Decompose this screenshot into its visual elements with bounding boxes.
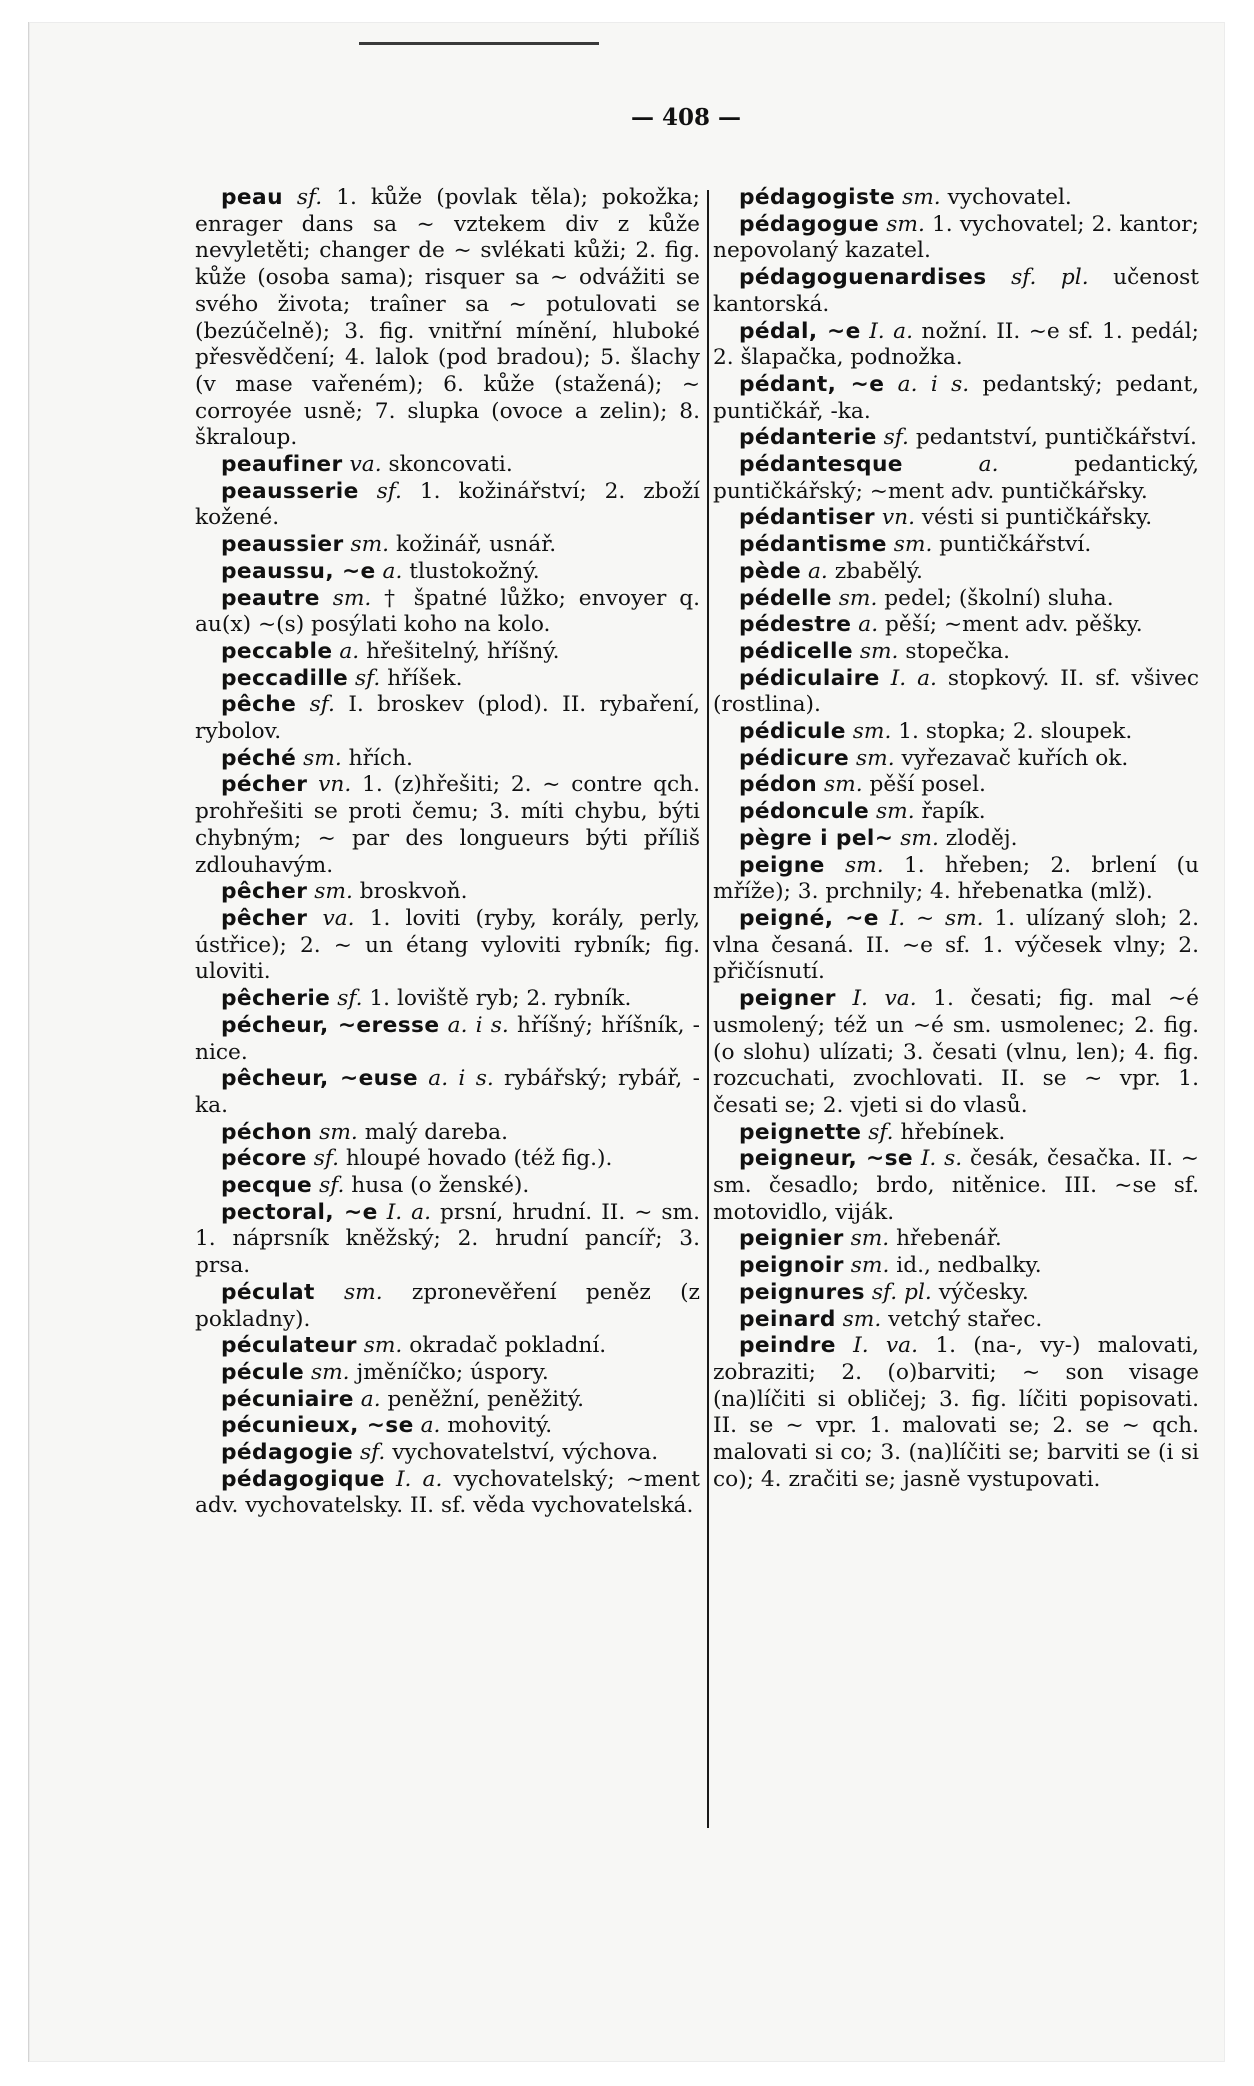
- dictionary-entry: [195, 532, 700, 559]
- entry-grammar: sf.: [309, 692, 335, 718]
- entry-headword: peigné, ~e: [739, 905, 879, 931]
- entry-grammar: sm.: [842, 1306, 882, 1332]
- entry-headword: pécheur, ~eresse: [221, 1012, 440, 1038]
- dictionary-entry: [195, 1360, 700, 1387]
- entry-grammar: sm.: [303, 745, 342, 771]
- dictionary-entry: [713, 772, 1199, 799]
- entry-grammar: sm.: [350, 532, 390, 558]
- dictionary-entry: [195, 586, 700, 639]
- entry-definition: pedantský; pedant, puntičkář, -ka.: [713, 371, 1199, 424]
- entry-grammar: sm.: [824, 772, 863, 798]
- entry-headword: péculateur: [221, 1333, 357, 1359]
- entry-grammar: a. i s.: [447, 1012, 509, 1038]
- entry-grammar: sf. pl.: [871, 1279, 932, 1305]
- dictionary-entry: [195, 879, 700, 906]
- entry-definition: 1. loviti (ryby, korály, perly, ústřice); 2. ~ un étang vyloviti rybník; fig. uloviti.: [195, 905, 700, 985]
- right-column: [713, 185, 1199, 1493]
- entry-definition: pedel; (školní) sluha.: [884, 585, 1114, 611]
- dictionary-entry: [195, 1387, 700, 1414]
- entry-grammar: a.: [420, 1413, 441, 1439]
- entry-grammar: I. s.: [920, 1146, 963, 1172]
- entry-headword: pédestre: [739, 612, 852, 638]
- dictionary-entry: [713, 746, 1199, 773]
- entry-grammar: a. i s.: [897, 371, 970, 397]
- entry-definition: 1. (z)hřešiti; 2. ~ contre qch. prohřešiti se proti čemu; 3. míti chybu, býti chybným; ~ par des longueurs býti příliš zdlouhavým.: [195, 772, 700, 878]
- dictionary-entry: [713, 1307, 1199, 1334]
- entry-headword: péché: [221, 745, 297, 771]
- entry-headword: peignoir: [739, 1253, 844, 1279]
- entry-definition: řapík.: [921, 799, 986, 825]
- entry-definition: hřích.: [348, 745, 413, 771]
- entry-grammar: I. a.: [386, 1199, 432, 1225]
- entry-grammar: a. i s.: [428, 1066, 494, 1092]
- entry-headword: pédagogique: [221, 1466, 385, 1492]
- entry-headword: pecque: [221, 1173, 313, 1199]
- entry-definition: 1. kůže (povlak těla); pokožka; enrager dans sa ~ vztekem div z kůže nevyletěti; changer de ~ svlékati kůži; 2. fig. kůže (osoba sama); risquer sa ~ odvážiti se svého života; traîner sa ~ potulovati se (bezúčelně); 3. fig. vnitřní mínění, hluboké přesvědčení; 4. lalok (pod bradou); 5. šlachy (v mase vařeném); 6. kůže (stažená); ~ corroyée usně; 7. slupka (ovoce a zelin); 8. škraloup.: [195, 185, 700, 451]
- entry-grammar: sm.: [838, 585, 878, 611]
- dictionary-entry: [195, 1120, 700, 1147]
- entry-definition: zpronevěření peněz (z pokladny).: [195, 1279, 700, 1332]
- dictionary-entry: [195, 906, 700, 986]
- dictionary-entry: [195, 692, 700, 745]
- entry-definition: 1. hřeben; 2. brlení (u mříže); 3. prchnily; 4. hřebenatka (mlž).: [713, 852, 1199, 905]
- entry-definition: hřebínek.: [900, 1119, 1006, 1145]
- entry-definition: kožinář, usnář.: [395, 532, 557, 558]
- entry-headword: pédagogue: [739, 211, 880, 237]
- entry-definition: skoncovati.: [388, 452, 513, 478]
- entry-headword: peigne: [739, 852, 825, 878]
- dictionary-entry: [713, 265, 1199, 318]
- dictionary-entry: [713, 906, 1199, 986]
- entry-grammar: sm.: [310, 1359, 350, 1385]
- entry-headword: pédant, ~e: [739, 371, 885, 397]
- entry-definition: 1. loviště ryb; 2. rybník.: [369, 986, 632, 1012]
- entry-headword: peignier: [739, 1226, 844, 1252]
- entry-definition: vetchý stařec.: [888, 1306, 1043, 1332]
- entry-definition: hříšný; hříšník, -nice.: [195, 1012, 700, 1065]
- entry-headword: pédal, ~e: [739, 318, 861, 344]
- entry-headword: pédagogie: [221, 1440, 354, 1466]
- entry-headword: pédelle: [739, 585, 832, 611]
- entry-headword: peaussier: [221, 532, 344, 558]
- entry-definition: prsní, hrudní. II. ~ sm. 1. náprsník kněžský; 2. hrudní pancíř; 3. prsa.: [195, 1199, 700, 1279]
- dictionary-entry: [713, 532, 1199, 559]
- entry-definition: tlustokožný.: [409, 558, 540, 584]
- entry-definition: vychovatelství, výchova.: [392, 1440, 659, 1466]
- dictionary-page: [28, 22, 1225, 2062]
- entry-headword: pédiculaire: [739, 665, 880, 691]
- entry-headword: pédagoguenardises: [739, 265, 987, 291]
- dictionary-entry: [713, 719, 1199, 746]
- entry-headword: pédon: [739, 772, 818, 798]
- entry-definition: puntičkářství.: [939, 532, 1092, 558]
- entry-headword: pêcher: [221, 879, 308, 905]
- entry-grammar: sf. pl.: [1011, 265, 1089, 291]
- entry-headword: pédanterie: [739, 425, 877, 451]
- dictionary-entry: [713, 826, 1199, 853]
- dictionary-entry: [195, 1440, 700, 1467]
- dictionary-entry: [713, 372, 1199, 425]
- dictionary-entry: [195, 1173, 700, 1200]
- entry-grammar: sm.: [886, 211, 925, 237]
- dictionary-entry: [195, 1200, 700, 1280]
- column-divider: [707, 190, 709, 1828]
- entry-headword: pède: [739, 558, 802, 584]
- page-number: — 408 —: [630, 104, 741, 131]
- entry-grammar: sf.: [313, 1146, 339, 1172]
- dictionary-entry: [195, 452, 700, 479]
- entry-grammar: va.: [349, 452, 382, 478]
- dictionary-entry: [713, 986, 1199, 1120]
- entry-grammar: sf.: [355, 665, 381, 691]
- dictionary-entry: [195, 639, 700, 666]
- entry-headword: pécule: [221, 1359, 305, 1385]
- dictionary-entry: [713, 559, 1199, 586]
- entry-definition: husa (o ženské).: [351, 1173, 530, 1199]
- dictionary-entry: [713, 1146, 1199, 1226]
- dictionary-entry: [195, 479, 700, 532]
- entry-headword: pêche: [221, 692, 297, 718]
- entry-headword: péchon: [221, 1119, 313, 1145]
- entry-grammar: va.: [322, 905, 355, 931]
- entry-headword: peinard: [739, 1306, 836, 1332]
- entry-headword: pédantisme: [739, 532, 887, 558]
- entry-grammar: sf.: [296, 185, 323, 210]
- dictionary-entry: [713, 666, 1199, 719]
- entry-headword: peccadille: [221, 665, 349, 691]
- entry-headword: peau: [221, 185, 283, 210]
- left-column: [195, 185, 700, 1520]
- entry-definition: mohovitý.: [447, 1413, 553, 1439]
- entry-definition: rybářský; rybář, -ka.: [195, 1066, 700, 1118]
- entry-grammar: I. a.: [869, 318, 913, 344]
- entry-grammar: a.: [807, 558, 828, 584]
- entry-definition: 1. vychovatel; 2. kantor; nepovolaný kazatel.: [713, 211, 1199, 264]
- entry-definition: I. broskev (plod). II. rybaření, rybolov.: [195, 692, 700, 745]
- entry-headword: peignures: [739, 1279, 865, 1305]
- entry-definition: zloděj.: [945, 825, 1018, 851]
- entry-headword: pédicule: [739, 719, 846, 745]
- dictionary-entry: [713, 1226, 1199, 1253]
- dictionary-entry: [713, 1120, 1199, 1147]
- entry-definition: † špatné lůžko; envoyer q. au(x) ~(s) posýlati koho na kolo.: [195, 585, 700, 638]
- entry-headword: pêcheur, ~euse: [221, 1066, 418, 1092]
- entry-definition: vésti si puntičkářsky.: [921, 505, 1153, 531]
- entry-definition: vyřezavač kuřích ok.: [901, 745, 1129, 771]
- entry-headword: pêcherie: [221, 986, 331, 1012]
- entry-headword: pécore: [221, 1146, 307, 1172]
- entry-definition: id., nedbalky.: [896, 1253, 1042, 1279]
- entry-grammar: I. ~ sm.: [889, 905, 984, 931]
- dictionary-entry: [713, 853, 1199, 906]
- entry-headword: peigner: [739, 986, 836, 1012]
- entry-definition: pedantství, puntičkářství.: [915, 425, 1197, 451]
- top-rule: [359, 42, 599, 45]
- entry-headword: pécunieux, ~se: [221, 1413, 414, 1439]
- entry-grammar: sm.: [845, 852, 884, 878]
- dictionary-entry: [195, 1333, 700, 1360]
- dictionary-entry: [195, 1146, 700, 1173]
- dictionary-entry: [713, 612, 1199, 639]
- entry-grammar: I. a.: [395, 1466, 443, 1492]
- entry-grammar: I. a.: [890, 665, 937, 691]
- entry-grammar: sf.: [337, 986, 363, 1012]
- entry-headword: péculat: [221, 1279, 315, 1305]
- dictionary-entry: [195, 772, 700, 879]
- dictionary-entry: [195, 185, 700, 452]
- dictionary-entry: [713, 1253, 1199, 1280]
- entry-definition: okradač pokladní.: [409, 1333, 607, 1359]
- entry-grammar: sm.: [893, 532, 933, 558]
- dictionary-entry: [713, 452, 1199, 505]
- entry-headword: pécher: [221, 772, 308, 798]
- dictionary-entry: [195, 1013, 700, 1066]
- entry-headword: pectoral, ~e: [221, 1199, 378, 1225]
- entry-grammar: a.: [339, 638, 360, 664]
- entry-definition: pěší; ~ment adv. pěšky.: [885, 612, 1143, 638]
- dictionary-entry: [713, 185, 1199, 212]
- dictionary-entry: [713, 639, 1199, 666]
- entry-grammar: I. va.: [852, 986, 917, 1012]
- entry-definition: 1. kožinářství; 2. zboží kožené.: [195, 478, 700, 531]
- entry-grammar: sf.: [868, 1119, 894, 1145]
- entry-definition: hříšek.: [387, 665, 463, 691]
- entry-grammar: sm.: [332, 585, 372, 611]
- entry-definition: stopkový. II. sf. všivec (rostlina).: [713, 665, 1199, 718]
- entry-grammar: sm.: [850, 1253, 890, 1279]
- entry-definition: výčesky.: [938, 1279, 1029, 1305]
- entry-definition: hřešitelný, hříšný.: [366, 638, 560, 664]
- entry-headword: peignette: [739, 1119, 862, 1145]
- dictionary-entry: [195, 1066, 700, 1119]
- dictionary-entry: [713, 586, 1199, 613]
- dictionary-entry: [713, 799, 1199, 826]
- entry-headword: peaussu, ~e: [221, 558, 376, 584]
- dictionary-entry: [713, 1280, 1199, 1307]
- entry-grammar: sm.: [852, 719, 892, 745]
- dictionary-entry: [195, 559, 700, 586]
- entry-grammar: sf.: [376, 478, 402, 504]
- entry-grammar: sm.: [876, 799, 915, 825]
- entry-grammar: sm.: [850, 1226, 890, 1252]
- entry-grammar: a.: [978, 452, 999, 478]
- entry-definition: vychovatel.: [947, 185, 1072, 210]
- entry-definition: broskvoň.: [359, 879, 468, 905]
- dictionary-entry: [195, 1413, 700, 1440]
- entry-definition: hřebenář.: [896, 1226, 1002, 1252]
- entry-grammar: sm.: [314, 879, 353, 905]
- dictionary-entry: [195, 746, 700, 773]
- entry-definition: česák, česačka. II. ~ sm. česadlo; brdo, nitěnice. III. ~se sf. motovidlo, viják.: [713, 1146, 1199, 1225]
- entry-definition: pěší posel.: [869, 772, 986, 798]
- entry-headword: pédoncule: [739, 799, 870, 825]
- entry-definition: nožní. II. ~e sf. 1. pedál; 2. šlapačka, podnožka.: [713, 318, 1199, 371]
- entry-headword: peindre: [739, 1333, 836, 1359]
- dictionary-entry: [713, 1333, 1199, 1493]
- entry-headword: pègre i pel~: [739, 825, 894, 851]
- entry-headword: pécuniaire: [221, 1386, 354, 1412]
- entry-grammar: sm.: [900, 825, 939, 851]
- entry-definition: hloupé hovado (též fig.).: [345, 1146, 613, 1172]
- entry-definition: stopečka.: [905, 638, 1011, 664]
- entry-headword: peigneur, ~se: [739, 1146, 914, 1172]
- entry-definition: vychovatelský; ~ment adv. vychovatelsky. II. sf. věda vychovatelská.: [195, 1466, 700, 1519]
- dictionary-entry: [713, 212, 1199, 265]
- entry-headword: pédantiser: [739, 505, 875, 531]
- entry-definition: peněžní, peněžitý.: [387, 1386, 585, 1412]
- dictionary-entry: [713, 319, 1199, 372]
- entry-definition: učenost kantorská.: [713, 265, 1199, 317]
- entry-grammar: a.: [858, 612, 879, 638]
- entry-grammar: a.: [360, 1386, 381, 1412]
- entry-grammar: sm.: [902, 185, 941, 210]
- entry-definition: pedantický, puntičkářský; ~ment adv. puntičkářsky.: [713, 452, 1199, 504]
- entry-headword: peautre: [221, 585, 320, 611]
- entry-grammar: vn.: [881, 505, 915, 531]
- entry-headword: pédantesque: [739, 452, 903, 478]
- entry-definition: jměníčko; úspory.: [356, 1359, 549, 1385]
- entry-headword: pédicelle: [739, 638, 853, 664]
- entry-headword: peausserie: [221, 478, 359, 504]
- entry-grammar: sm.: [363, 1333, 403, 1359]
- dictionary-entry: [195, 986, 700, 1013]
- dictionary-entry: [713, 425, 1199, 452]
- entry-grammar: sm.: [856, 745, 895, 771]
- entry-grammar: sf.: [883, 425, 909, 451]
- entry-definition: 1. (na-, vy-) malovati, zobraziti; 2. (o)barviti; ~ son visage (na)líčiti si obličej; 3. fig. líčiti popisovati. II. se ~ vpr. 1. malovati se; 2. se ~ qch. malovati si co; 3. (na)líčiti se; barviti se (i si co); 4. zračiti se; jasně vystupovati.: [713, 1333, 1199, 1492]
- dictionary-entry: [195, 1280, 700, 1333]
- entry-definition: 1. česati; fig. mal ~é usmolený; též un ~é sm. usmolenec; 2. fig. (o slohu) ulízati; 3. česati (vlnu, len); 4. fig. rozcuchati, zvochlovati. II. se ~ vpr. 1. česati se; 2. vjeti si do vlasů.: [713, 986, 1199, 1118]
- entry-definition: malý dareba.: [364, 1119, 508, 1145]
- entry-headword: pédicure: [739, 745, 850, 771]
- dictionary-entry: [713, 505, 1199, 532]
- entry-grammar: sm.: [859, 638, 899, 664]
- entry-headword: pédagogiste: [739, 185, 896, 210]
- entry-grammar: a.: [382, 558, 403, 584]
- entry-definition: zbabělý.: [834, 558, 923, 584]
- entry-grammar: sf.: [360, 1440, 386, 1466]
- entry-grammar: sf.: [319, 1173, 345, 1199]
- entry-grammar: sm.: [319, 1119, 358, 1145]
- entry-definition: 1. stopka; 2. sloupek.: [898, 719, 1133, 745]
- entry-grammar: vn.: [318, 772, 352, 798]
- entry-grammar: sm.: [344, 1279, 383, 1305]
- entry-headword: pêcher: [221, 905, 308, 931]
- entry-headword: peaufiner: [221, 452, 343, 478]
- entry-definition: 1. ulízaný sloh; 2. vlna česaná. II. ~e sf. 1. výčesek vlny; 2. přičísnutí.: [713, 905, 1199, 985]
- entry-headword: peccable: [221, 638, 333, 664]
- dictionary-entry: [195, 1467, 700, 1520]
- dictionary-entry: [195, 666, 700, 693]
- entry-grammar: I. va.: [853, 1333, 918, 1359]
